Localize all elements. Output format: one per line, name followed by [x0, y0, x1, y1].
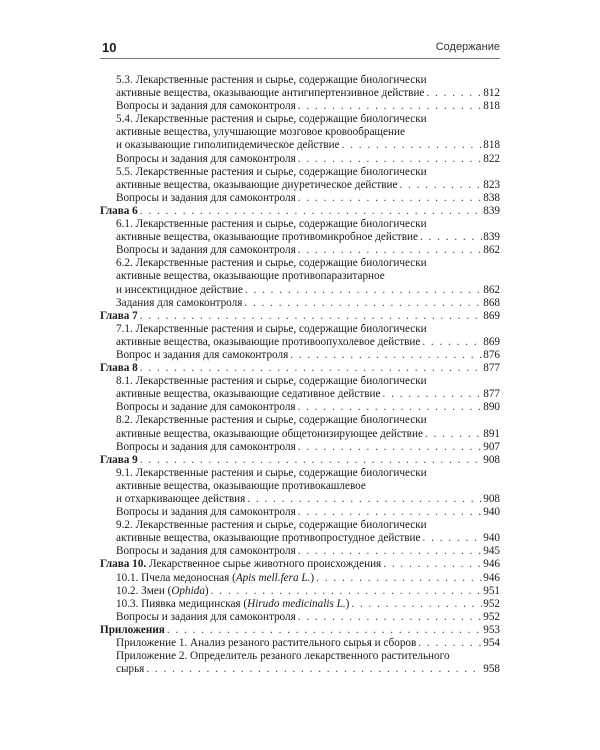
toc-entry	[100, 663, 500, 676]
toc-entry-text: Вопросы и задание для самоконтроля	[116, 401, 296, 414]
toc-line: Приложение 2. Определитель резаного лекарственного растительного	[116, 650, 450, 663]
toc-page-number: 839	[483, 204, 500, 217]
toc-entry	[100, 545, 500, 558]
toc-chapter-entry	[100, 624, 500, 637]
toc-entry-title	[116, 493, 247, 506]
toc-entry	[100, 506, 500, 519]
toc-entry-title	[116, 153, 298, 166]
toc-page-number: 907	[483, 440, 500, 453]
toc-entry-title	[116, 139, 342, 152]
toc-entry	[100, 585, 500, 598]
toc-entry-title	[116, 441, 298, 454]
toc-entry-title	[116, 611, 298, 624]
toc-line: 9.2. Лекарственные растения и сырье, содержащие биологически	[116, 519, 427, 532]
toc-entry-text: Глава 6	[100, 204, 138, 217]
toc-latin-name: Apis mell.fera L.	[235, 571, 311, 584]
toc-entry	[100, 598, 500, 611]
toc-line: 7.1. Лекарственные растения и сырье, содержащие биологически	[116, 322, 427, 335]
toc-chapter-entry	[100, 454, 500, 467]
toc-entry	[100, 336, 500, 349]
toc-entry-text-tail: )	[310, 571, 315, 584]
toc-entry	[100, 244, 500, 257]
toc-page-number: 953	[483, 623, 500, 636]
toc-entry-title	[116, 87, 426, 100]
toc-page-number: 862	[483, 244, 500, 257]
toc-leader-dots	[140, 454, 482, 467]
toc-page-number: 890	[483, 401, 500, 414]
toc-leader-dots	[420, 231, 482, 244]
toc-entry	[100, 441, 500, 454]
toc-page-number: 868	[483, 296, 500, 309]
toc-leader-dots	[245, 284, 482, 297]
toc-entry-title	[100, 310, 140, 323]
toc-page-number: 877	[483, 388, 500, 401]
toc-entry	[100, 297, 500, 310]
toc-page-number: 952	[483, 610, 500, 623]
toc-latin-name: Ophida	[171, 584, 205, 597]
toc-chapter-entry	[100, 362, 500, 375]
toc-entry	[100, 401, 500, 414]
toc-leader-dots	[298, 192, 482, 205]
toc-entry	[100, 139, 500, 152]
page-number: 10	[102, 40, 117, 55]
toc-entry-text-rest: Лекарственное сырье животного происхождения	[146, 558, 382, 571]
toc-entry	[100, 388, 500, 401]
toc-entry-text: 10.1. Пчела медоносная (	[116, 571, 236, 584]
toc-leader-dots	[383, 558, 482, 571]
toc-entry-title	[116, 100, 298, 113]
toc-leader-dots	[298, 506, 482, 519]
toc-line: 5.4. Лекарственные растения и сырье, содержащие биологически	[116, 113, 427, 126]
toc-entry-title	[116, 572, 316, 585]
toc-entry-text: Задания для самоконтроля	[116, 296, 243, 309]
toc-page-number: 958	[483, 663, 500, 676]
toc-line: 6.2. Лекарственные растения и сырье, содержащие биологически	[116, 257, 427, 270]
toc-entry-title	[100, 558, 383, 571]
toc-page-number: 818	[483, 139, 500, 152]
toc-leader-dots	[423, 532, 483, 545]
toc-page-number: 940	[483, 532, 500, 545]
toc-entry-text: Вопрос и задания для самоконтроля	[116, 348, 289, 361]
toc-page-number: 891	[483, 427, 500, 440]
toc-entry-text: и отхаркивающее действия	[116, 493, 246, 505]
toc-entry-text: Приложение 1. Анализ резаного растительного сырья и сборов	[116, 637, 417, 650]
toc-page-number: 908	[483, 493, 500, 505]
toc-leader-dots	[140, 205, 482, 218]
toc-entry-text: Глава 8	[100, 362, 138, 375]
toc-entry-text: активные вещества, оказывающие общетонизирующее действие	[116, 427, 423, 440]
toc-entry-title	[116, 532, 423, 545]
toc-leader-dots	[140, 310, 482, 323]
toc-page-number: 954	[483, 637, 500, 650]
toc-leader-dots	[383, 388, 483, 401]
toc-entry-text: и инсектицидное действие	[116, 283, 243, 296]
toc-entry-title	[116, 401, 298, 414]
toc-entry-text: Вопросы и задания для самоконтроля	[116, 152, 296, 165]
toc-line: активные вещества, оказывающие противокашлевое	[116, 479, 366, 492]
toc-leader-dots	[298, 545, 482, 558]
toc-leader-dots	[316, 572, 482, 585]
toc-entry-title	[100, 624, 167, 637]
toc-entry-title	[116, 388, 383, 401]
toc-entry-text-tail: )	[345, 597, 350, 610]
toc-leader-dots	[298, 401, 483, 414]
toc-entry-title	[116, 506, 298, 519]
toc-entry	[100, 284, 500, 297]
toc-entry-text: активные вещества, оказывающие диуретическое действие	[116, 178, 398, 191]
toc-page-number: 952	[483, 597, 500, 610]
toc-leader-dots	[422, 336, 482, 349]
toc-entry	[100, 611, 500, 624]
toc-entry-text: Вопросы и задания для самоконтроля	[116, 506, 296, 519]
toc-page-number: 838	[483, 191, 500, 204]
toc-entry-title	[100, 454, 140, 467]
toc-entry	[100, 87, 500, 100]
toc-entry-text: 10.3. Пиявка медицинская (	[116, 597, 248, 610]
toc-page-number: 877	[483, 362, 500, 375]
toc-leader-dots	[418, 637, 482, 650]
toc-entry-text: Глава 10.	[100, 558, 147, 571]
toc-line: 6.1. Лекарственные растения и сырье, содержащие биологически	[116, 218, 427, 231]
toc-entry-title	[100, 205, 140, 218]
toc-entry-text: Вопросы и задания для самоконтроля	[116, 545, 296, 558]
toc-page-number: 876	[483, 348, 500, 361]
toc-entry	[100, 349, 500, 362]
toc-leader-dots	[298, 153, 482, 166]
toc-entry-text: активные вещества, оказывающие противомикробное действие	[116, 231, 418, 244]
toc-leader-dots	[298, 441, 482, 454]
toc-chapter-entry	[100, 205, 500, 218]
toc-leader-dots	[426, 87, 482, 100]
toc-leader-dots	[247, 493, 482, 506]
toc-page-number: 946	[483, 571, 500, 584]
toc-entry-text: активные вещества, оказывающие противоопухолевое действие	[116, 335, 421, 348]
toc-entry-text: Вопросы и задания для самоконтроля	[116, 244, 296, 257]
toc-line: 8.2. Лекарственные растения и сырье, содержащие биологически	[116, 414, 427, 427]
running-title: Содержание	[435, 41, 500, 53]
toc-page-number: 812	[483, 87, 500, 100]
toc-entry-title	[116, 284, 245, 297]
toc-entry	[100, 231, 500, 244]
toc-entry-title	[116, 179, 400, 192]
toc-entry	[100, 572, 500, 585]
toc-chapter-entry	[100, 310, 500, 323]
toc-leader-dots	[298, 611, 482, 624]
toc-page-number: 946	[483, 558, 500, 571]
toc-entry-text: Вопросы и задания для самоконтроля	[116, 191, 296, 204]
toc-leader-dots	[425, 428, 482, 441]
page-header	[100, 38, 500, 59]
toc-entry	[100, 532, 500, 545]
toc-leader-dots	[244, 297, 482, 310]
toc-entry	[100, 100, 500, 113]
toc-leader-dots	[351, 598, 482, 611]
toc-line: 9.1. Лекарственные растения и сырье, содержащие биологически	[116, 466, 427, 479]
toc-page-number: 823	[483, 178, 500, 191]
toc-entry	[100, 637, 500, 650]
toc-entry-text: активные вещества, оказывающие противопростудное действие	[116, 532, 421, 545]
toc-entry-title	[116, 585, 211, 598]
toc-entry-title	[116, 336, 422, 349]
toc-entry-title	[116, 545, 298, 558]
toc-page-number: 869	[483, 309, 500, 322]
toc-entry-text: Вопросы и задания для самоконтроля	[116, 100, 296, 113]
toc-entry-title	[116, 637, 418, 650]
toc-page-number: 822	[483, 152, 500, 165]
toc-entry-title	[116, 428, 425, 441]
toc-page-number: 839	[483, 231, 500, 244]
toc-line: активные вещества, оказывающие противопаразитарное	[116, 270, 385, 283]
toc-line: 5.5. Лекарственные растения и сырье, содержащие биологически	[116, 165, 427, 178]
toc-entry	[100, 153, 500, 166]
toc-entry-text: Вопросы и задания для самоконтроля	[116, 440, 296, 453]
toc-leader-dots	[140, 362, 482, 375]
toc-entry-text: Приложения	[100, 623, 165, 636]
toc-page-number: 862	[483, 283, 500, 296]
toc-leader-dots	[400, 179, 483, 192]
table-of-contents	[100, 74, 500, 676]
toc-entry	[100, 428, 500, 441]
toc-entry-title	[100, 362, 140, 375]
toc-leader-dots	[211, 585, 483, 598]
toc-page-number: 818	[483, 100, 500, 113]
toc-entry-text: Глава 7	[100, 309, 138, 322]
toc-latin-name: Hirudo medicinalis L.	[247, 597, 346, 610]
toc-page-number: 951	[483, 584, 500, 597]
toc-entry-text: 10.2. Змеи (	[116, 584, 172, 597]
toc-entry-title	[116, 297, 244, 310]
toc-entry-title	[116, 598, 351, 611]
toc-entry-title	[116, 663, 146, 676]
toc-page-number: 908	[483, 453, 500, 466]
toc-entry	[100, 493, 500, 506]
toc-page-number: 945	[483, 545, 500, 558]
toc-entry-text-tail: )	[204, 584, 209, 597]
toc-entry-text: и оказывающие гиполипидемическое действие	[116, 139, 340, 152]
toc-entry-title	[116, 349, 290, 362]
toc-page-number: 869	[483, 335, 500, 348]
toc-leader-dots	[146, 663, 482, 676]
toc-leader-dots	[290, 349, 482, 362]
toc-line: активные вещества, улучшающие мозговое кровообращение	[116, 126, 405, 139]
toc-entry-text: активные вещества, оказывающие седативное действие	[116, 388, 381, 401]
toc-leader-dots	[298, 100, 482, 113]
toc-entry-title	[116, 231, 420, 244]
toc-entry	[100, 179, 500, 192]
toc-leader-dots	[298, 244, 482, 257]
toc-entry-title	[116, 192, 298, 205]
toc-entry-text: Вопросы и задания для самоконтроля	[116, 610, 296, 623]
toc-entry-text: сырья	[116, 663, 145, 676]
toc-leader-dots	[342, 139, 483, 152]
toc-chapter-entry	[100, 558, 500, 571]
toc-line: 8.1. Лекарственные растения и сырье, содержащие биологически	[116, 375, 427, 388]
toc-line: 5.3. Лекарственные растения и сырье, содержащие биологически	[116, 74, 427, 86]
toc-entry-title	[116, 244, 298, 257]
toc-entry-text: Глава 9	[100, 453, 138, 466]
toc-entry-text: активные вещества, оказывающие антигипертензивное действие	[116, 87, 425, 100]
toc-entry	[100, 192, 500, 205]
toc-page-number: 940	[483, 506, 500, 519]
toc-leader-dots	[167, 624, 482, 637]
